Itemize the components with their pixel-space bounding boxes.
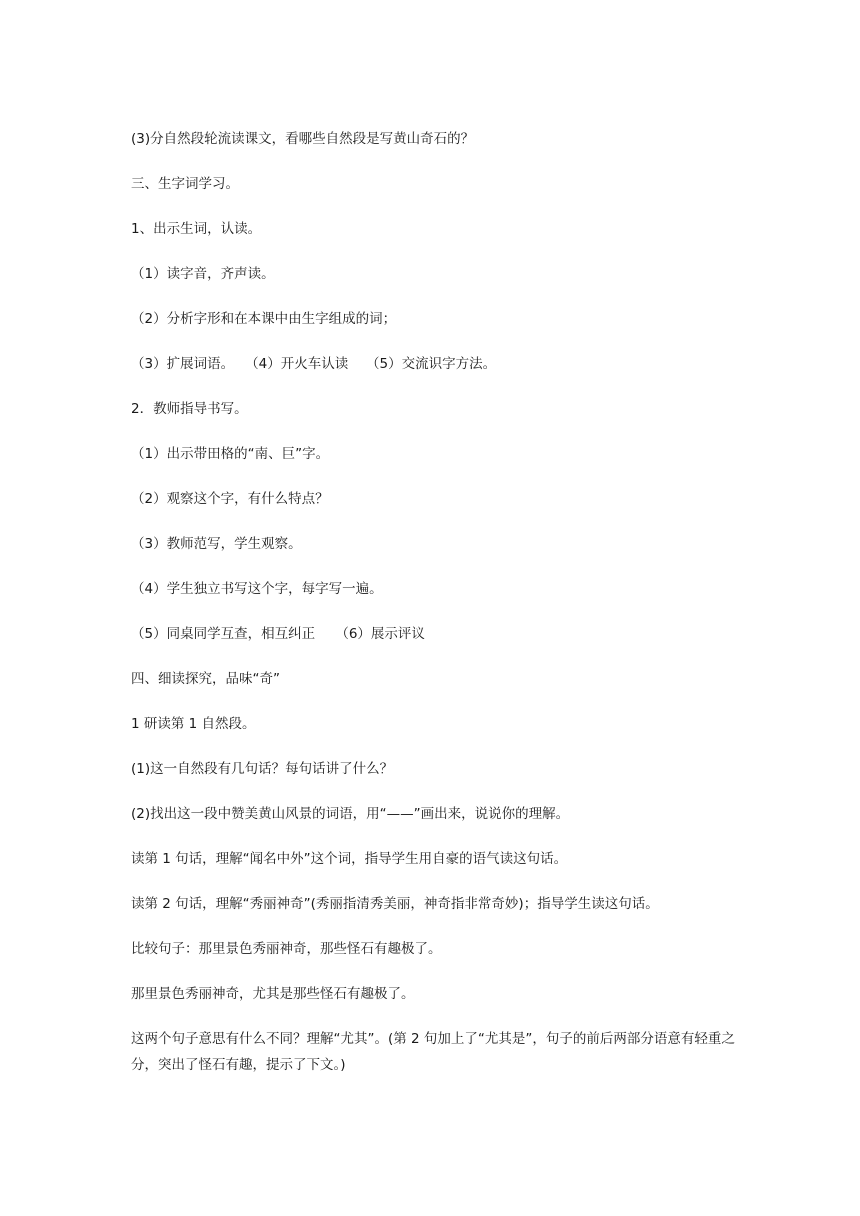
line-study-paragraph-one: 1 研读第 1 自然段。 xyxy=(131,716,256,732)
line-sentence-variant: 那里景色秀丽神奇，尤其是那些怪石有趣极了。 xyxy=(131,986,415,1002)
line-read-sounds: （1）读字音，齐声读。 xyxy=(131,266,275,282)
line-find-words: (2)找出这一段中赞美黄山风景的词语，用“——”画出来，说说你的理解。 xyxy=(131,806,570,822)
line-show-words: 1、出示生词，认读。 xyxy=(131,221,262,237)
line-student-write: （4）学生独立书写这个字，每字写一遍。 xyxy=(131,581,383,597)
line-peer-check: （5）同桌同学互查，相互纠正 （6）展示评议 xyxy=(131,626,425,642)
line-difference-explanation: 这两个句子意思有什么不同？理解“尤其”。(第 2 句加上了“尤其是”，句子的前后两部分语意有轻重之分，突出了怪石有趣，提示了下文。) xyxy=(131,1031,735,1073)
line-read-sentence-two: 读第 2 句话，理解“秀丽神奇”(秀丽指清秀美丽，神奇指非常奇妙)；指导学生读这句话。 xyxy=(131,896,659,912)
line-read-sentence-one: 读第 1 句话，理解“闻名中外”这个词，指导学生用自豪的语气读这句话。 xyxy=(131,851,568,867)
line-observe-char: （2）观察这个字，有什么特点？ xyxy=(131,491,329,507)
heading-close-reading: 四、细读探究，品味“奇” xyxy=(131,671,280,687)
line-show-grid-chars: （1）出示带田格的“南、巨”字。 xyxy=(131,446,330,462)
line-extend-words: （3）扩展词语。 （4）开火车认读 （5）交流识字方法。 xyxy=(131,356,497,372)
line-compare-sentences: 比较句子：那里景色秀丽神奇，那些怪石有趣极了。 xyxy=(131,941,442,957)
line-reading-paragraphs: (3)分自然段轮流读课文，看哪些自然段是写黄山奇石的？ xyxy=(131,131,475,147)
line-teacher-guide: 2．教师指导书写。 xyxy=(131,401,248,417)
heading-new-words: 三、生字词学习。 xyxy=(131,176,239,192)
line-teacher-demo: （3）教师范写，学生观察。 xyxy=(131,536,302,552)
line-question-sentences: (1)这一自然段有几句话？每句话讲了什么？ xyxy=(131,761,394,777)
line-analyze-shapes: （2）分析字形和在本课中由生字组成的词； xyxy=(131,311,397,327)
